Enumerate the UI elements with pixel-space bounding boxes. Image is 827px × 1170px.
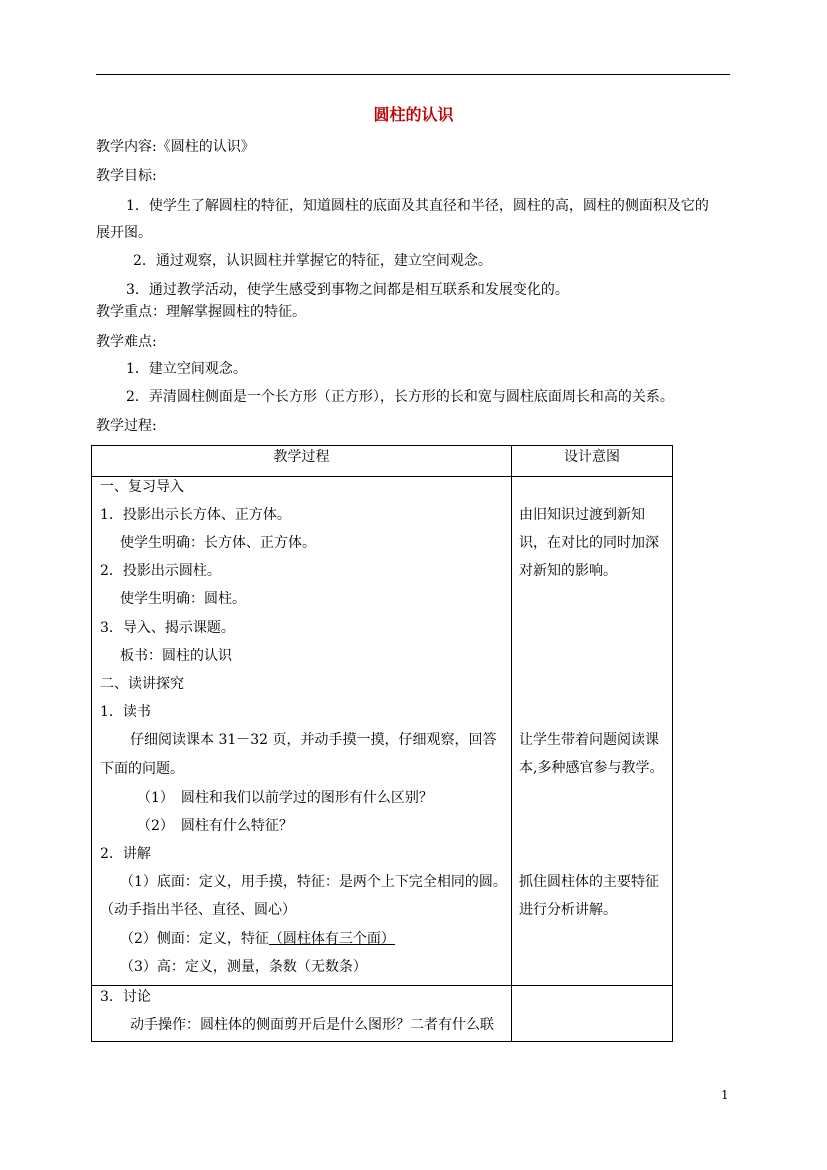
side-face-label: （2）侧面：定义，特征 xyxy=(120,931,269,947)
table-line: 1．读书 xyxy=(100,704,151,720)
table-header-process: 教学过程 xyxy=(273,449,330,465)
teaching-content: 教学内容:《圆柱的认识》 xyxy=(96,139,255,155)
table-line: （动手指出半径、直径、圆心） xyxy=(100,902,296,918)
table-line: 板书：圆柱的认识 xyxy=(120,648,232,664)
side-face-underlined-note: （圆柱体有三个面） xyxy=(268,931,395,947)
design-intent-note: 抓住圆柱体的主要特征进行分析讲解。 xyxy=(519,874,659,918)
table-line: （1） 圆柱和我们以前学过的图形有什么区别？ xyxy=(137,790,433,806)
document-title: 圆柱的认识 xyxy=(373,105,454,124)
goal-2: 2．通过观察，认识圆柱并掌握它的特征，建立空间观念。 xyxy=(133,253,492,269)
table-line: 使学生明确：圆柱。 xyxy=(120,591,246,607)
table-line: 下面的问题。 xyxy=(100,761,184,777)
table-header-intent: 设计意图 xyxy=(564,449,620,465)
table-line: （2） 圆柱有什么特征？ xyxy=(137,818,293,834)
goal-1-line-1: 1．使学生了解圆柱的特征，知道圆柱的底面及其直径和半径，圆柱的高，圆柱的侧面积及它的 xyxy=(126,198,709,214)
design-intent-note: 由旧知识过渡到新知识，在对比的同时加深对新知的影响。 xyxy=(519,507,659,579)
goal-1-line-2: 展开图。 xyxy=(96,225,152,241)
design-intent-note: 让学生带着问题阅读课本,多种感官参与教学。 xyxy=(519,732,664,776)
table-line: 3．导入、揭示课题。 xyxy=(100,620,235,636)
table-line: （1）底面：定义，用手摸，特征：是两个上下完全相同的圆。 xyxy=(120,874,507,890)
header-rule xyxy=(96,74,730,75)
goal-3: 3．通过教学活动，使学生感受到事物之间都是相互联系和发展变化的。 xyxy=(126,282,569,298)
table-line: （3）高：定义，测量，条数（无数条） xyxy=(120,959,367,975)
table-line: 使学生明确：长方体、正方体。 xyxy=(120,535,316,551)
table-line: 动手操作：圆柱体的侧面剪开后是什么图形？二者有什么联 xyxy=(130,1017,494,1033)
table-line: 1．投影出示长方体、正方体。 xyxy=(100,507,291,523)
table-line: 二、读讲探究 xyxy=(100,676,184,692)
table-line: 2．投影出示圆柱。 xyxy=(100,563,221,579)
page-number: 1 xyxy=(721,1088,729,1102)
table-line: 2．讲解 xyxy=(100,846,151,862)
key-point: 教学重点：理解掌握圆柱的特征。 xyxy=(96,304,306,320)
table-line-side-face xyxy=(120,929,395,949)
process-heading: 教学过程: xyxy=(96,418,157,434)
table-line: 3．讨论 xyxy=(100,989,151,1005)
table-line: 仔细阅读课本 31－32 页，并动手摸一摸，仔细观察，回答 xyxy=(130,732,497,748)
table-line: 一、复习导入 xyxy=(100,479,184,495)
difficulty-2: 2．弄清圆柱侧面是一个长方形（正方形），长方形的长和宽与圆柱底面周长和高的关系。 xyxy=(126,389,674,405)
table-row-divider xyxy=(92,985,672,986)
teaching-process-table xyxy=(91,445,673,1042)
goals-heading: 教学目标: xyxy=(96,168,157,184)
difficulty-1: 1．建立空间观念。 xyxy=(126,361,247,377)
difficulty-heading: 教学难点: xyxy=(96,334,157,350)
table-column-divider xyxy=(511,446,512,1041)
